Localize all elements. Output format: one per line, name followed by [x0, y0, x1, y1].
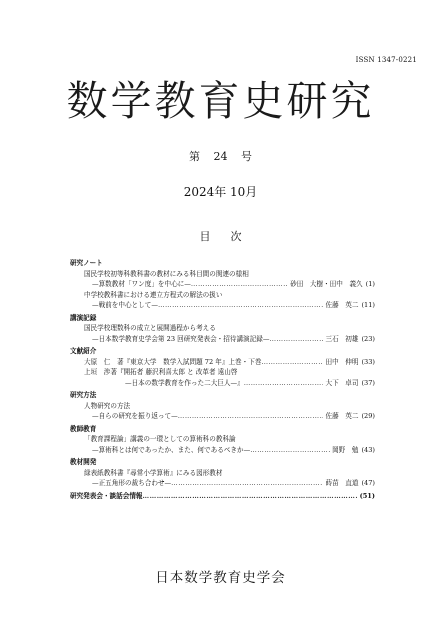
leader-dots — [261, 357, 323, 368]
page-number: (37) — [361, 378, 375, 387]
entry-title: —自らの研究を振り返って— — [92, 412, 178, 420]
entry-title: —日本数学教育史学会第 23 回研究発表会・招待講演記録— — [92, 334, 270, 343]
entry-author: 佐藤 英二 — [325, 412, 359, 420]
toc-section-heading: 教師教育 — [70, 424, 97, 433]
page-number: (43) — [361, 445, 375, 454]
toc-section-heading — [70, 491, 375, 502]
entry-title: 国民学校理数科の成立と展開過程から考える — [84, 324, 216, 332]
toc-entry — [70, 478, 375, 489]
leader-dots — [244, 378, 324, 389]
entry-title: —算数教材「ワン度」を中心に— — [92, 280, 191, 288]
leader-dots — [143, 491, 357, 502]
toc-entry — [70, 401, 375, 412]
entry-author: 佐藤 英二 — [325, 301, 359, 309]
entry-author: 三石 初雄 — [325, 334, 359, 343]
page-number: (1) — [365, 280, 375, 288]
page-number: (33) — [361, 357, 375, 366]
toc-section-heading: 文献紹介 — [70, 347, 97, 355]
toc-entry — [70, 300, 375, 311]
journal-title: 数学教育史研究 — [66, 77, 375, 125]
entry-author: 大下 卓司 — [325, 378, 359, 387]
issue-number: 第 24 号 — [189, 150, 252, 163]
leader-dots — [171, 478, 323, 489]
toc-entry — [70, 269, 375, 280]
toc-heading: 目次 — [199, 230, 262, 243]
toc-entry — [70, 468, 375, 479]
toc-entry — [70, 290, 375, 301]
toc-section-heading: 研究方法 — [70, 391, 97, 399]
entry-author: 岡野 勉 — [332, 445, 359, 454]
toc-entry — [70, 434, 375, 445]
entry-title: 人物研究の方法 — [84, 401, 131, 410]
toc-entry — [70, 334, 375, 345]
toc-section-heading: 講演記録 — [70, 313, 97, 322]
issue-date: 2024年 10月 — [183, 185, 258, 199]
entry-title: —戦前を中心として— — [92, 301, 158, 309]
entry-title: 上垣 渉著『開拓者 藤沢利喜太郎 と 改革者 遠山啓 — [84, 368, 238, 376]
table-of-contents — [70, 258, 375, 501]
toc-entry — [70, 378, 375, 389]
toc-section-heading: 研究ノート — [70, 259, 103, 267]
toc-entry — [70, 323, 375, 334]
toc-entry — [70, 279, 375, 290]
toc-section-heading: 教材開発 — [70, 458, 97, 466]
toc-entry — [70, 357, 375, 368]
page-number: (23) — [361, 334, 375, 343]
entry-author: 田中 伸明 — [325, 357, 359, 366]
page-number: (47) — [361, 479, 375, 487]
entry-title: —算術科とは何であったか、また、何であるべきか— — [92, 445, 251, 454]
leader-dots — [250, 445, 330, 456]
issn-label: ISSN 1347-0221 — [355, 56, 417, 64]
page-number: (29) — [361, 412, 375, 420]
leader-dots — [158, 300, 324, 311]
entry-title: 国民学校初等科教科書の教材にみる科目間の関連の様相 — [84, 269, 249, 278]
entry-title: 「教育課程論」講義の一環としての算術科の教科論 — [84, 435, 236, 443]
entry-author: 蒔苗 直道 — [325, 479, 359, 487]
entry-title: 緑表紙教科書『尋常小学算術』にみる図形教材 — [84, 468, 223, 477]
entry-title: —正五角形の裁ち合わせ— — [92, 479, 172, 487]
publisher-name: 日本数学教育史学会 — [155, 570, 286, 586]
entry-title: —日本の数学教育を作った二大巨人—』 — [125, 378, 244, 387]
leader-dots — [191, 279, 288, 290]
entry-title: 大原 仁 著『東京大学 数学入試問題 72 年』上巻・下巻 — [84, 357, 262, 366]
leader-dots — [269, 334, 323, 345]
toc-entry — [70, 411, 375, 422]
entry-author: 砂田 大樹・田中 義久 — [290, 280, 363, 288]
page-number: (51) — [359, 491, 375, 500]
entry-title: 中学校教科書における連立方程式の解法の扱い — [84, 290, 223, 299]
leader-dots — [178, 411, 324, 422]
toc-entry — [70, 367, 375, 378]
page-number: (11) — [361, 301, 375, 309]
toc-entry — [70, 445, 375, 456]
section-heading-text: 研究発表会・談話会情報 — [70, 491, 143, 500]
